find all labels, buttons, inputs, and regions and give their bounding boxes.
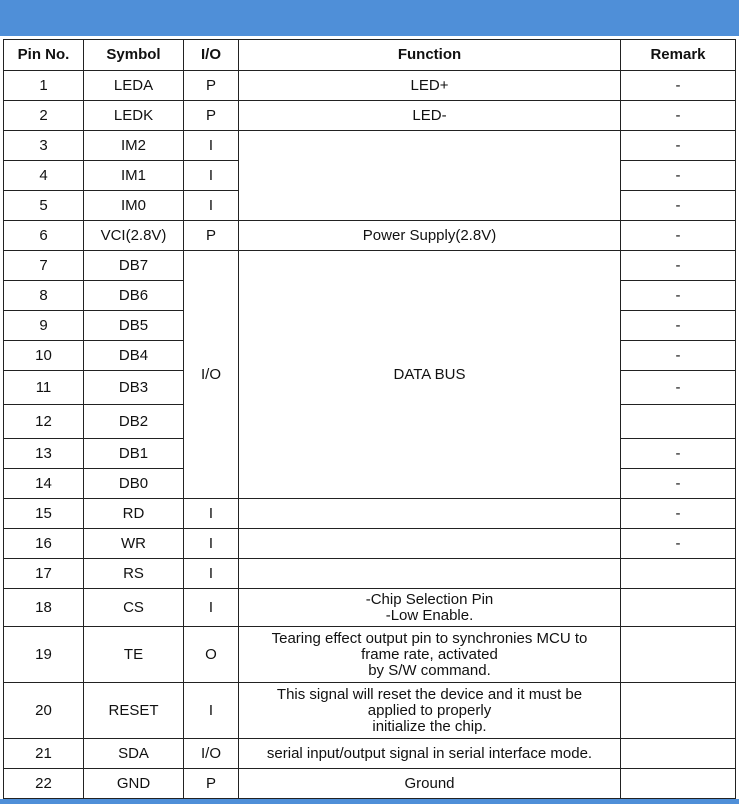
remark-cell: -: [621, 469, 736, 499]
function-cell: Power Supply(2.8V): [239, 221, 621, 251]
symbol-cell: WR: [84, 529, 184, 559]
function-cell: Ground: [239, 769, 621, 799]
table-row: [4, 529, 736, 559]
remark-cell: -: [621, 131, 736, 161]
function-cell: LED+: [239, 71, 621, 101]
symbol-cell: CS: [84, 589, 184, 627]
symbol-cell: DB1: [84, 439, 184, 469]
function-line: initialize the chip.: [372, 717, 487, 735]
remark-cell: -: [621, 71, 736, 101]
io-cell: P: [184, 221, 239, 251]
function-line: applied to properly: [367, 701, 492, 719]
symbol-cell: DB0: [84, 469, 184, 499]
remark-cell: [621, 627, 736, 683]
io-cell-data-bus: I/O: [184, 251, 239, 499]
pin-cell: 7: [4, 251, 84, 281]
function-cell: LED-: [239, 101, 621, 131]
symbol-cell: RESET: [84, 683, 184, 739]
remark-cell: [621, 559, 736, 589]
io-cell: P: [184, 101, 239, 131]
symbol-cell: DB5: [84, 311, 184, 341]
pin-cell: 2: [4, 101, 84, 131]
table-row: [4, 627, 736, 683]
symbol-cell: DB4: [84, 341, 184, 371]
table-row: [4, 559, 736, 589]
pin-cell: 15: [4, 499, 84, 529]
footer-banner: [0, 799, 739, 804]
pin-cell: 16: [4, 529, 84, 559]
function-line: -Low Enable.: [385, 606, 474, 624]
function-cell: [239, 683, 621, 739]
symbol-cell: GND: [84, 769, 184, 799]
pin-cell: 17: [4, 559, 84, 589]
pin-cell: 22: [4, 769, 84, 799]
symbol-cell: LEDK: [84, 101, 184, 131]
pin-cell: 8: [4, 281, 84, 311]
remark-cell: [621, 589, 736, 627]
table-row: [4, 739, 736, 769]
pin-cell: 12: [4, 405, 84, 439]
table-header-row: [4, 40, 736, 71]
pin-cell: 5: [4, 191, 84, 221]
header-function: Function: [239, 40, 621, 71]
pin-cell: 3: [4, 131, 84, 161]
table-row: [4, 131, 736, 161]
function-line: -Chip Selection Pin: [365, 590, 494, 608]
io-cell: I: [184, 499, 239, 529]
symbol-cell: IM2: [84, 131, 184, 161]
table-row: [4, 251, 736, 281]
table-row: [4, 221, 736, 251]
pin-cell: 13: [4, 439, 84, 469]
remark-cell: -: [621, 281, 736, 311]
table-row: [4, 499, 736, 529]
header-io: I/O: [184, 40, 239, 71]
function-cell-data-bus: DATA BUS: [239, 251, 621, 499]
function-line: frame rate, activated: [361, 645, 498, 663]
pin-cell: 14: [4, 469, 84, 499]
function-line: Tearing effect output pin to synchronies MCU to: [271, 629, 588, 647]
remark-cell: -: [621, 101, 736, 131]
pin-cell: 11: [4, 371, 84, 405]
header-remark: Remark: [621, 40, 736, 71]
remark-cell: -: [621, 251, 736, 281]
symbol-cell: DB6: [84, 281, 184, 311]
remark-cell: -: [621, 341, 736, 371]
remark-cell: [621, 683, 736, 739]
remark-cell: -: [621, 221, 736, 251]
io-cell: I: [184, 683, 239, 739]
pin-cell: 10: [4, 341, 84, 371]
header-pin: Pin No.: [4, 40, 84, 71]
table-row: [4, 769, 736, 799]
io-cell: I: [184, 131, 239, 161]
function-cell: [239, 559, 621, 589]
function-line: by S/W command.: [368, 661, 491, 679]
io-cell: P: [184, 769, 239, 799]
function-cell: [239, 499, 621, 529]
symbol-cell: TE: [84, 627, 184, 683]
pin-cell: 4: [4, 161, 84, 191]
function-cell: [239, 589, 621, 627]
io-cell: I/O: [184, 739, 239, 769]
remark-cell: [621, 739, 736, 769]
io-cell: P: [184, 71, 239, 101]
pin-cell: 6: [4, 221, 84, 251]
header-banner: [0, 0, 739, 36]
symbol-cell: DB7: [84, 251, 184, 281]
table-row: [4, 683, 736, 739]
symbol-cell: RD: [84, 499, 184, 529]
remark-cell: [621, 405, 736, 439]
symbol-cell: SDA: [84, 739, 184, 769]
table-row: [4, 101, 736, 131]
pin-cell: 20: [4, 683, 84, 739]
pin-cell: 1: [4, 71, 84, 101]
function-line: This signal will reset the device and it must be: [276, 685, 583, 703]
pin-cell: 21: [4, 739, 84, 769]
remark-cell: -: [621, 311, 736, 341]
function-cell: [239, 529, 621, 559]
function-cell-interface-mode: [239, 131, 621, 221]
table-row: [4, 71, 736, 101]
symbol-cell: IM1: [84, 161, 184, 191]
pin-cell: 9: [4, 311, 84, 341]
remark-cell: -: [621, 191, 736, 221]
io-cell: O: [184, 627, 239, 683]
symbol-cell: RS: [84, 559, 184, 589]
symbol-cell: DB2: [84, 405, 184, 439]
function-cell: serial input/output signal in serial interface mode.: [239, 739, 621, 769]
pin-cell: 18: [4, 589, 84, 627]
header-symbol: Symbol: [84, 40, 184, 71]
io-cell: I: [184, 559, 239, 589]
io-cell: I: [184, 529, 239, 559]
io-cell: I: [184, 161, 239, 191]
remark-cell: -: [621, 529, 736, 559]
symbol-cell: DB3: [84, 371, 184, 405]
function-cell: [239, 627, 621, 683]
remark-cell: [621, 769, 736, 799]
remark-cell: -: [621, 161, 736, 191]
symbol-cell: LEDA: [84, 71, 184, 101]
remark-cell: -: [621, 371, 736, 405]
pin-cell: 19: [4, 627, 84, 683]
symbol-cell: VCI(2.8V): [84, 221, 184, 251]
io-cell: I: [184, 191, 239, 221]
remark-cell: -: [621, 499, 736, 529]
io-cell: I: [184, 589, 239, 627]
pin-table: [3, 39, 736, 799]
symbol-cell: IM0: [84, 191, 184, 221]
table-row: [4, 589, 736, 627]
remark-cell: -: [621, 439, 736, 469]
